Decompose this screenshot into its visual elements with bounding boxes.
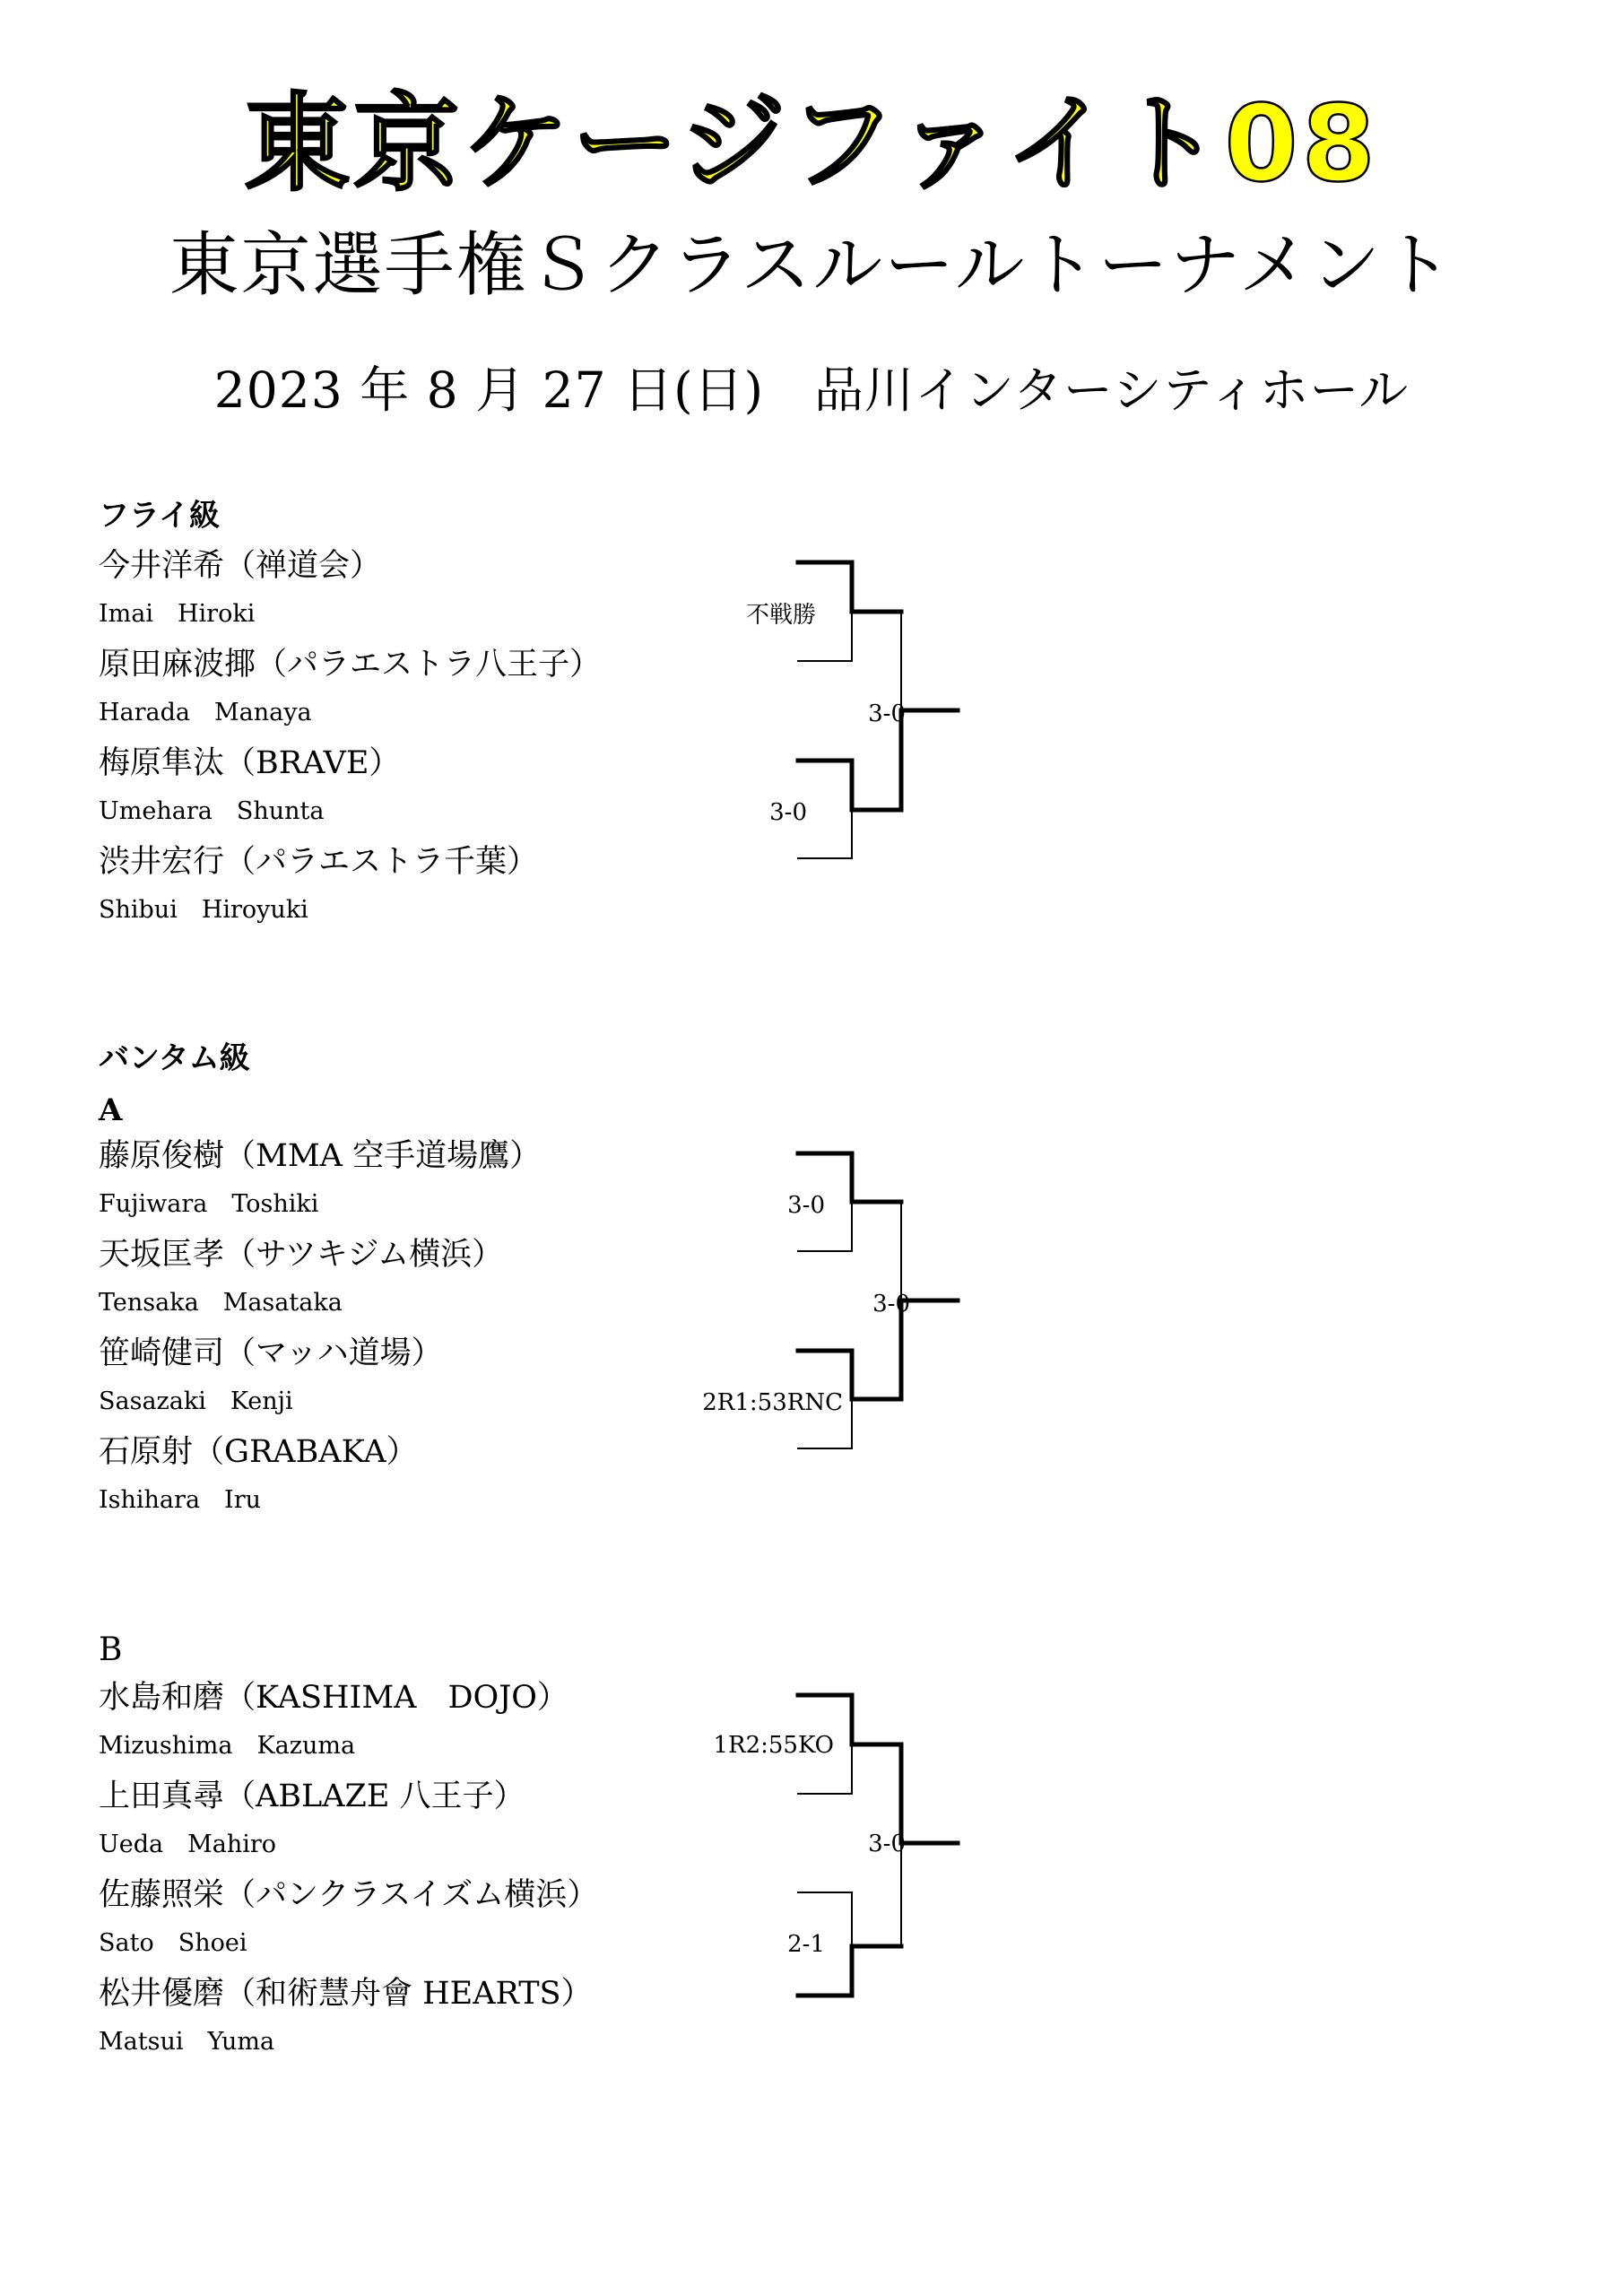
fighter-name-en: Imai Hiroki (99, 600, 256, 628)
result-label: 3-0 (787, 1192, 825, 1219)
result-label: 1R2:55KO (713, 1732, 834, 1759)
fighter-name-ja: 梅原隼汰（BRAVE） (99, 745, 401, 781)
event-date-venue: 2023 年 8 月 27 日(日) 品川インターシティホール (213, 361, 1410, 419)
bantam-b-final-winner-line (901, 1744, 958, 1843)
fighter-name-en: Umehara Shunta (99, 797, 325, 825)
fighter-name-ja: 渋井宏行（パラエストラ千葉） (99, 844, 539, 880)
fighter-name-en: Sasazaki Kenji (99, 1387, 293, 1415)
fly-semi2-winner-line (798, 761, 901, 810)
fighter-name-ja: 水島和磨（KASHIMA DOJO） (99, 1680, 568, 1716)
fighter-name-ja: 佐藤照栄（パンクラスイズム横浜） (99, 1877, 599, 1913)
group-label-a: A (99, 1092, 123, 1128)
result-label: 2-1 (787, 1931, 825, 1958)
fighter-name-en: Harada Manaya (99, 699, 312, 726)
tournament-subtitle: 東京選手権Ｓクラスルールトーナメント (169, 225, 1454, 306)
result-label: 不戦勝 (745, 602, 816, 629)
result-label: 2R1:53RNC (702, 1389, 843, 1416)
fighter-name-en: Tensaka Masataka (99, 1289, 343, 1317)
division-label-bantam: バンタム級 (99, 1040, 250, 1076)
fighter-name-ja: 今井洋希（禅道会） (99, 548, 382, 584)
event-title: 東京ケージファイト08 (244, 82, 1379, 205)
fighter-name-ja: 笹崎健司（マッハ道場） (99, 1335, 443, 1371)
fighter-name-en: Mizushima Kazuma (99, 1732, 356, 1760)
fighter-name-en: Ishihara Iru (99, 1486, 261, 1514)
fighter-name-en: Ueda Mahiro (99, 1831, 277, 1858)
fly-final-winner-line (901, 710, 958, 810)
result-label: 3-0 (872, 1291, 910, 1318)
fighter-name-en: Shibui Hiroyuki (99, 896, 308, 924)
result-label: 3-0 (868, 700, 906, 727)
fighter-name-ja: 藤原俊樹（MMA 空手道場鷹） (99, 1138, 542, 1174)
fighter-name-en: Matsui Yuma (99, 2028, 275, 2056)
result-label: 3-0 (769, 799, 807, 826)
fighter-name-ja: 松井優磨（和術慧舟會 HEARTS） (99, 1976, 593, 2012)
fighter-name-ja: 石原射（GRABAKA） (99, 1434, 418, 1470)
fighter-name-en: Fujiwara Toshiki (99, 1190, 319, 1218)
result-label: 3-0 (868, 1831, 906, 1857)
division-label-fly: フライ級 (99, 498, 220, 534)
fighter-name-ja: 天坂匡孝（サツキジム横浜） (99, 1237, 504, 1273)
fighter-name-ja: 原田麻波揶（パラエストラ八王子） (99, 647, 602, 683)
fighter-name-ja: 上田真尋（ABLAZE 八王子） (99, 1779, 525, 1814)
group-label-b: B (99, 1631, 123, 1668)
fighter-name-en: Sato Shoei (99, 1929, 247, 1957)
